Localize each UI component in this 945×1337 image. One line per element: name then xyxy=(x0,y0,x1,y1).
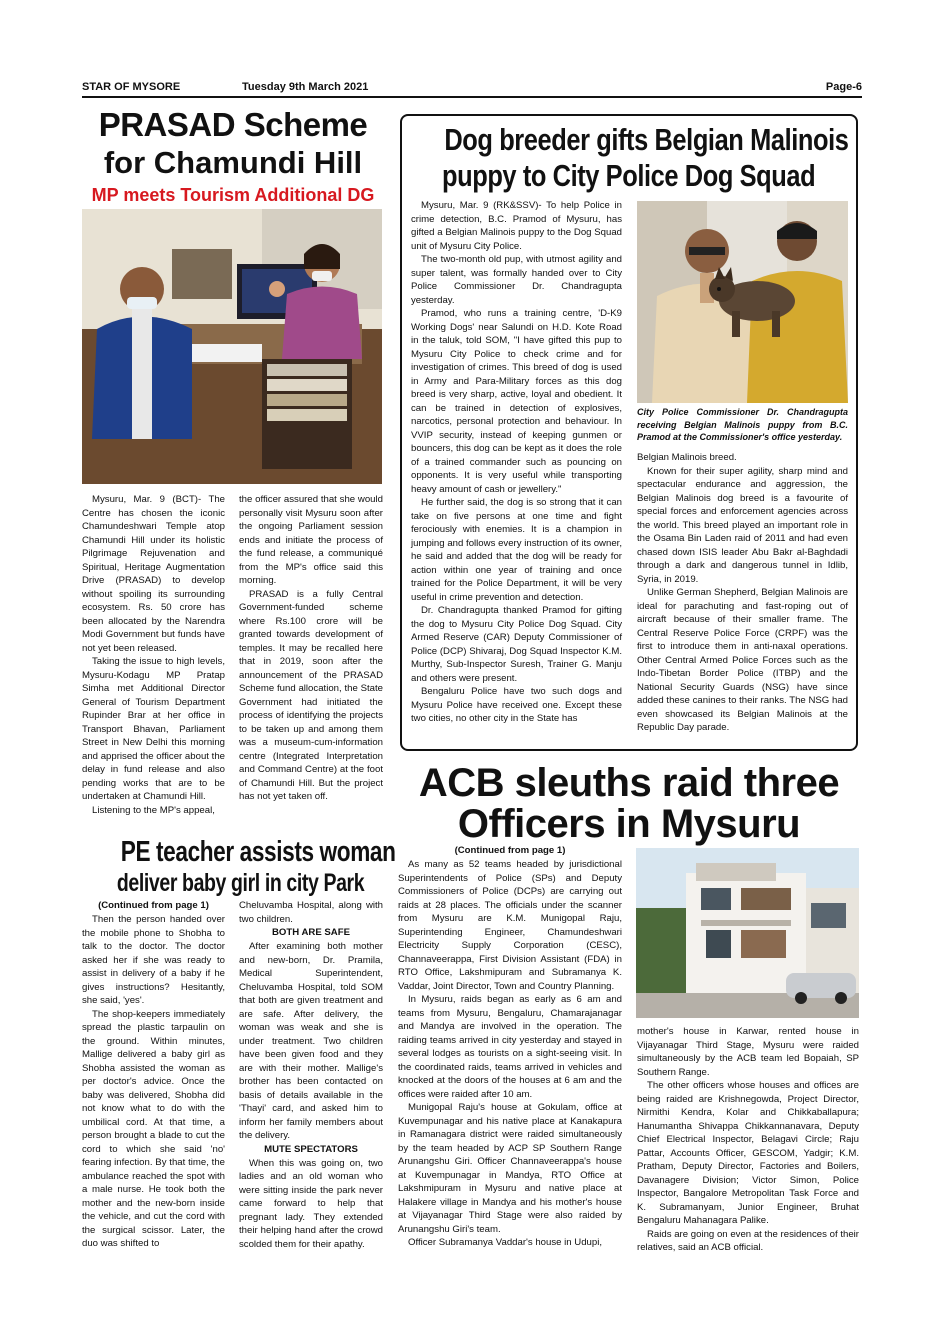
pe-para: Cheluvamba Hospital, along with two children. xyxy=(239,900,383,925)
masthead xyxy=(82,79,862,95)
dog-para: Pramod, who runs a training centre, 'D-K9 Working Dogs' near Salundi on H.D. Kote Road in the taluk, told SOM, "I have gifted this pup to Mysuru City Police to check crime and for investigation of crimes. This breed of dog is used in Army and Para-Military forces as this dog breed is very sharp, active, loyal and obedient. It can be trained in detection of explosives, narcotics, personal protection and behaviour. In VVIP security, instead of keeping gunmen or bouncers, this dog can be kept as it does the role of a trained commander such as pouncing on opponents. It is very useful while transporting heavy amount of cash or jewellery." xyxy=(411,308,622,495)
prasad-title-line1: PRASAD Scheme xyxy=(98,106,368,143)
pe-title-line2-text: deliver baby girl in city Park xyxy=(116,869,365,897)
dog-column-2 xyxy=(637,451,848,735)
acb-para: The other officers whose houses and offices are being raided are Krishnegowda, Project Director, Nirmithi Kendra, Kolar and Chikkaballapura; Hanumantha Shivappa Chikkannanavara, Deputy Chief Electrical Inspector, Belagavi Circle; Raju Pattar, Accounts Officer, GESCOM, Yadgir; K.M. Pratham, Deputy Director, Factories and Boilers, Davanagere Division; Victor Simon, Police Inspector, Bangalore Metropolitan Task Force and K. Subramanyam, Junior Engineer, Bruhat Bengaluru Mahanagara Palike. xyxy=(637,1080,859,1226)
acb-para: In Mysuru, raids began as early as 6 am and teams from Mysuru, Bengaluru, Chamarajanagar and Mandya are involved in the operation. The raiding teams arrived in city yesterday and stayed in several lodges as tourists on a sight-seeing visit. In the coordinated raids, teams arrived in vehicles and knocked at the doors of the houses at 6 am and the offices were raided after 10 am. xyxy=(398,994,622,1100)
prasad-para: Mysuru, Mar. 9 (BCT)- The Centre has chosen the iconic Chamundeshwari Temple atop Chamundi Hill under its holistic Pilgrimage Rejuvenation and Spiritual, Heritage Augmentation Drive (PRASAD) to develop without spoiling its surrounding ecosystem. Rs. 50 crore has been allocated by the Narendra Modi Government but funds have not yet been released. xyxy=(82,494,225,654)
pe-subhead-mute: MUTE SPECTATORS xyxy=(264,1143,358,1155)
dog-para: Bengaluru Police have two such dogs and Mysuru Police have received one. Except these two cities, no other city in the State has xyxy=(411,686,622,724)
acb-title-line1: ACB sleuths raid three xyxy=(418,761,840,805)
issue-date: Tuesday 9th March 2021 xyxy=(242,81,369,93)
pe-subhead-safe: BOTH ARE SAFE xyxy=(272,927,350,938)
dog-para: Known for their super agility, sharp mind and spectacular endurance and aggression, the Belgian Malinois dog breed is a favourite of special forces and enforcement agencies across the world. This breed played an important role in the Osama Bin Laden raid of 2011 and had even chased down ISIS leader Abu Bakr al-Baghdadi through a dark and dangerous tunnel in Idlib, Syria, in 2019. xyxy=(637,465,848,585)
dog-title-line1 xyxy=(400,122,858,158)
prasad-title-line2: for Chamundi Hill xyxy=(103,145,363,180)
page-number: Page-6 xyxy=(825,81,862,93)
acb-para: As many as 52 teams headed by jurisdictional Superintendents of Police (SPs) and Deputy Commissioners of Police (DCPs) are carrying out raids at 28 places. The officials under the scanner from Mysuru are K.M. Munigopal Raju, Superintending Engineer, Chamundeshwari Electricity Supply Corporation (CESC), Channaveerappa, First Division Assistant (FDA) in RTO Office, Lakshmipuram and Subramanya K. Vaddar, Joint Director, Town and Country Planning. xyxy=(398,859,622,992)
dog-para: Unlike German Shepherd, Belgian Malinois are ideal for parachuting and fast-roping out of aircraft because of their smaller frame. The Central Reserve Police Force (CRPF) was the first to introduce them in anti-naxal operations. Other Central Armed Police Forces such as the Indo-Tibetan Border Police (ITBP) and the National Security Guards (NSG) have since added these canines to their ranks. The NSG had even showcased its Belgian Malinois at the Republic Day parade. xyxy=(637,587,848,733)
pe-title-line2 xyxy=(82,868,384,898)
pe-title-line1-text: PE teacher assists woman xyxy=(120,836,396,868)
dog-title-line2 xyxy=(400,158,858,194)
pe-para: When this was going on, two ladies and an old woman who were sitting inside the park never came forward to help that pregnant lady. They extended their helping hand after the crowd scolded them for their apathy. xyxy=(239,1157,383,1250)
prasad-para: the officer assured that she would personally visit Mysuru soon after the ongoing Parliament session ends and initiate the process of the fund release, a communiqué from the MP's office said this morning. xyxy=(239,494,383,586)
pe-para: After examining both mother and new-born, Dr. Pramila, Medical Superintendent, Cheluvamba Hospital, told SOM that both are given treatment and are safe. After delivery, the woman was weak and she is under treatment. Two children have been given food and they are with their mother. Mallige's brother has been contacted on basis of details available in the 'Thayi' card, and asked him to inform her family members about the delivery. xyxy=(239,941,383,1141)
paper-name: STAR OF MYSORE xyxy=(82,81,181,93)
prasad-para: Taking the issue to high levels, Mysuru-Kodagu MP Pratap Simha met Additional Director General of Tourism Department Rupinder Brar at her office in Transport Bhavan, Parliament Street in New Delhi this morning and apprised the officer about the delay in fund release and also pending works that are to be undertaken at Chamundi Hill. xyxy=(82,656,225,802)
house-image xyxy=(636,848,859,1018)
prasad-subtitle: MP meets Tourism Additional DG xyxy=(91,185,375,205)
dog-photo-caption: City Police Commissioner Dr. Chandragupta receiving Belgian Malinois puppy from B.C. Pramod at the Commissioner's office yesterday. xyxy=(637,407,848,442)
prasad-meeting-photo xyxy=(82,209,382,484)
prasad-column-2 xyxy=(239,493,383,804)
acb-para: Raids are going on even at the residences of their relatives, said an ACB official. xyxy=(637,1228,859,1253)
pe-title-line1 xyxy=(82,835,396,869)
acb-house-photo xyxy=(636,848,859,1018)
pe-para: The shop-keepers immediately spread the plastic tarpaulin on the ground. Within minutes, Mallige delivered a baby girl as Shobha assisted the woman as per doctor's advice. Once the baby was delivered, Shobha did not know what to do with the umbilical cord. At that time, a person brought a blade to cut the cord to which she said 'no' fearing infection. By that time, the ambulance reached the spot with a male nurse. He took both the mother and the new-born inside the vehicle, and cut the cord with the surgical scissor. Later, the duo was shifted to xyxy=(82,1008,225,1249)
pe-column-2 xyxy=(239,899,383,1251)
acb-column-1 xyxy=(398,844,622,1250)
dog-title-line1-text: Dog breeder gifts Belgian Malinois xyxy=(444,122,849,157)
acb-para: mother's house in Karwar, rented house in Vijayanagar Third Stage, Mysuru were raided simultaneously by the ACB team led Bopaiah, SP Southern Range. xyxy=(637,1026,859,1078)
dog-title-line2-text: puppy to City Police Dog Squad xyxy=(442,158,816,193)
dog-para: The two-month old pup, with utmost agility and super talent, was formally handed over to City Police Commissioner Dr. Chandragupta yesterday. xyxy=(411,254,622,306)
acb-title-line2: Officers in Mysuru xyxy=(457,802,801,846)
pe-para: Then the person handed over the mobile phone to Shobha to talk to the doctor. The doctor asked her if she was ready to assist in delivery of a baby if he gives instructions? Hesitantly, she said, 'yes'. xyxy=(82,914,225,1006)
acb-continued-label: (Continued from page 1) xyxy=(454,845,566,856)
acb-column-2 xyxy=(637,1025,859,1255)
prasad-para: PRASAD is a fully Central Government-funded scheme where Rs.100 crore will be granted towards development of temples. It may be recalled here that in 2019, soon after the announcement of the PRASAD Scheme fund allocation, the State Government had initiated the process of identifying the projects to be taken up and among them was a museum-cum-information centre (Integrated Interpretation and Command Centre) at the foot of Chamundi Hill. But the project has not yet taken off. xyxy=(239,588,383,802)
pe-continued-label: (Continued from page 1) xyxy=(98,900,209,911)
masthead-rule xyxy=(82,96,862,98)
acb-para: Officer Subramanya Vaddar's house in Udupi, xyxy=(408,1237,602,1248)
office-meeting-image xyxy=(82,209,382,484)
prasad-column-1 xyxy=(82,493,225,817)
prasad-para: Listening to the MP's appeal, xyxy=(92,804,215,816)
dog-para: Mysuru, Mar. 9 (RK&SSV)- To help Police in crime detection, B.C. Pramod of Mysuru, has gifted a Belgian Malinois puppy to the Dog Squad unit of Mysuru City Police. xyxy=(411,200,622,252)
dog-handover-photo xyxy=(637,201,848,403)
dog-column-1 xyxy=(411,199,622,726)
dog-para: Belgian Malinois breed. xyxy=(637,452,737,463)
pe-column-1 xyxy=(82,899,225,1251)
dog-para: Dr. Chandragupta thanked Pramod for gifting the dog to Mysuru City Police Dog Squad. City Armed Reserve (CAR) Deputy Commissioner of Police (DCP) Shivaraj, Dog Squad Inspector K.M. Murthy, Sub-Inspector Suresh, Trainer G. Manju and others were present. xyxy=(411,605,622,684)
dog-para: He further said, the dog is so strong that it can take on five persons at one time and fight ferociously with enemies. It is a champion in jumping and follows every instruction of its owner, he said and added that the dog will be ready for action within one year of training and once trained for the Police Department, it will be very useful in crime prevention and detection. xyxy=(411,497,622,603)
dog-handover-image xyxy=(637,201,848,403)
acb-para: Munigopal Raju's house at Gokulam, office at Kuvempunagar and his native place at Kanakapura in Ramanagara district were raided simultaneously by the team headed by ACP SP Southern Range Arunangshu Giri. Officer Channaveerappa's house at Kuvempunagar in Mandya, RTO Office at Lakshmipuram in Mysuru and native place at Halakere village in Mandya and his mother's house at Vijayanagar Third Stage were also raided by Arunangshu Giri's team. xyxy=(398,1102,622,1235)
